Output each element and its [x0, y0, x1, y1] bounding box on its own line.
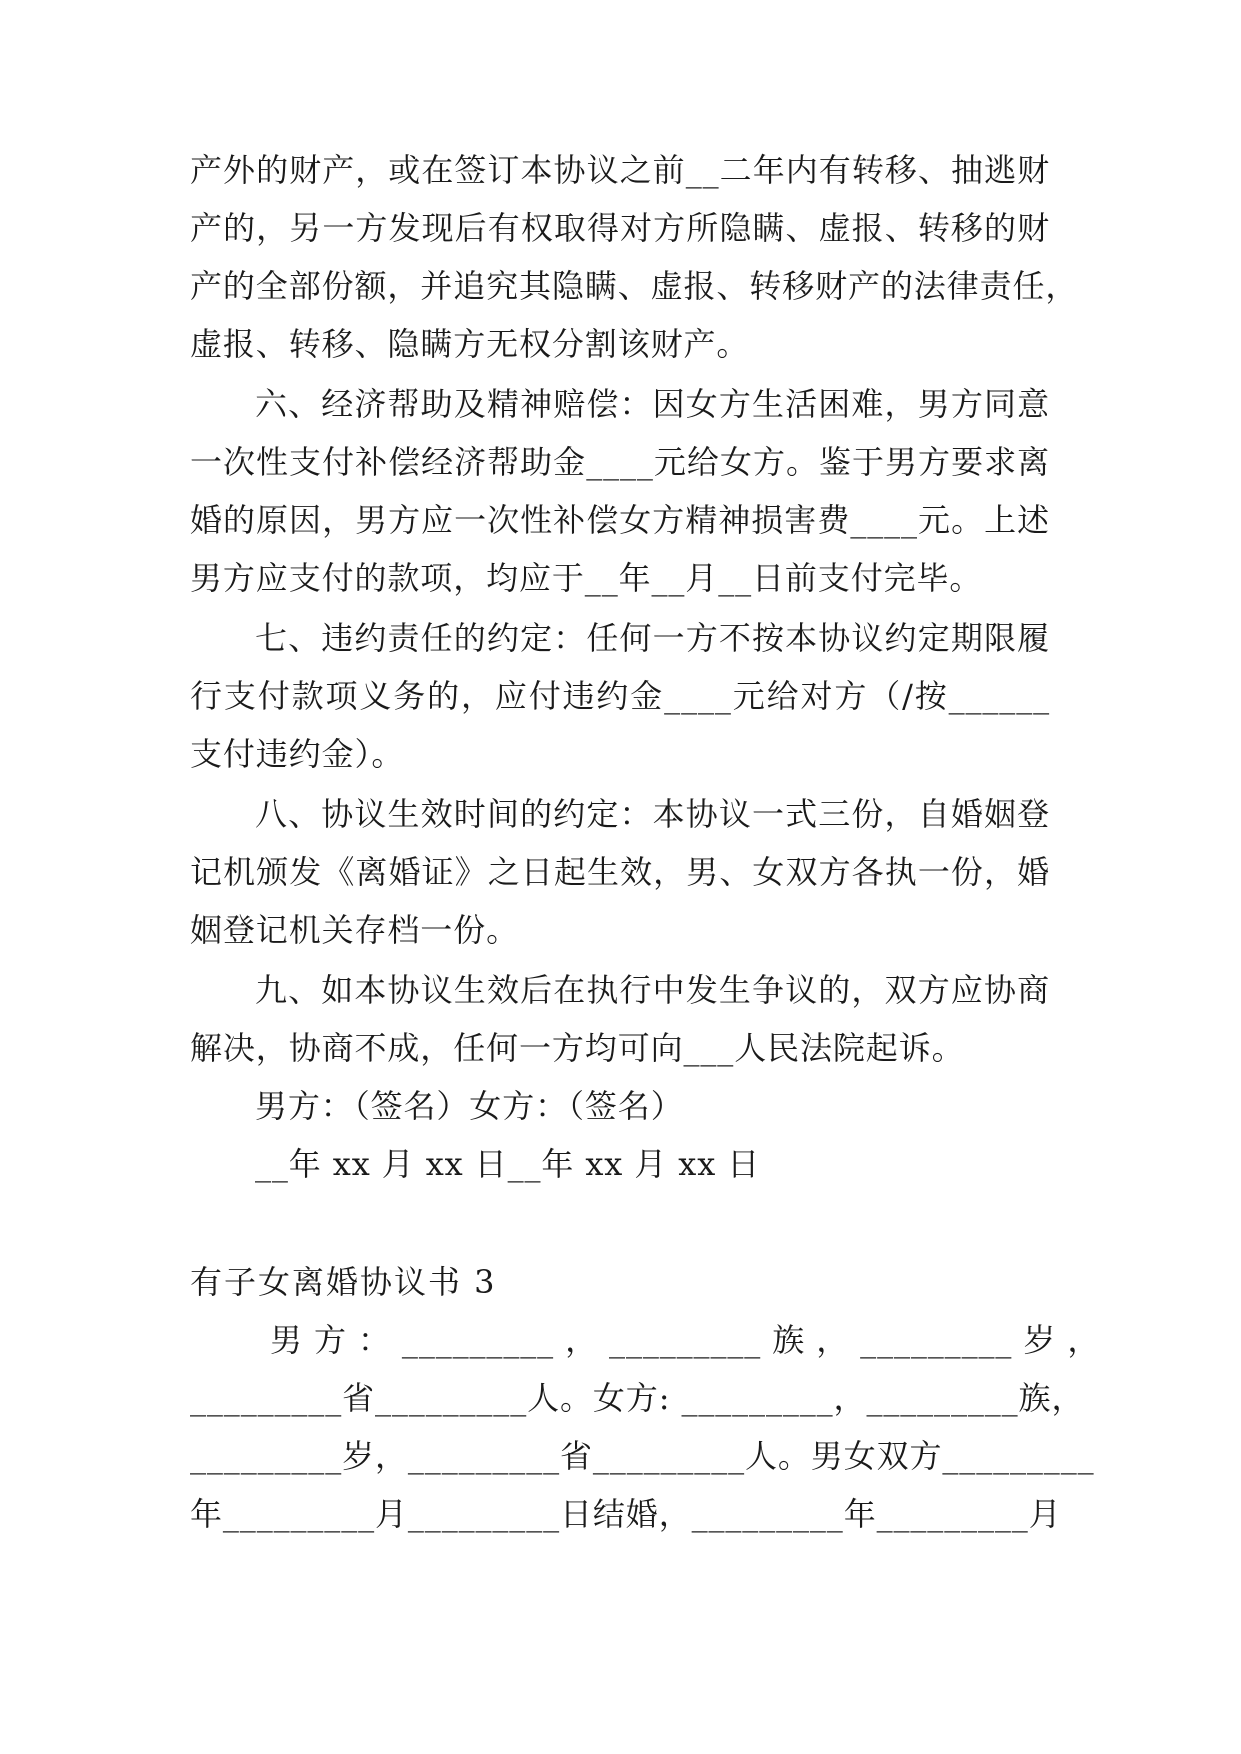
body-line: 行支付款项义务的，应付违约金____元给对方（/按______ [190, 677, 1050, 715]
clause-seven-line: 七、违约责任的约定：任何一方不按本协议约定期限履 [255, 619, 1050, 657]
body-line: 产的全部份额，并追究其隐瞒、虚报、转移财产的法律责任， [190, 267, 1079, 305]
signature-line: 男方：（签名）女方：（签名） [255, 1087, 684, 1125]
body-line: 一次性支付补偿经济帮助金____元给女方。鉴于男方要求离 [190, 443, 1050, 481]
body-line: 产的，另一方发现后有权取得对方所隐瞒、虚报、转移的财 [190, 209, 1050, 247]
body-line: 解决，协商不成，任何一方均可向___人民法院起诉。 [190, 1029, 965, 1067]
form-line-male: 男 方 ： _________ ， _________ 族 ， _________ 岁 ， [270, 1321, 1101, 1359]
body-line: 记机颁发《离婚证》之日起生效，男、女双方各执一份，婚 [190, 853, 1050, 891]
form-line: _________省_________人。女方: _________，_________族， [190, 1379, 1085, 1417]
body-line: 婚的原因，男方应一次性补偿女方精神损害费____元。上述 [190, 501, 1050, 539]
body-line: 姻登记机关存档一份。 [190, 911, 520, 949]
body-line: 产外的财产，或在签订本协议之前__二年内有转移、抽逃财 [190, 151, 1050, 189]
form-line: 年_________月_________日结婚，_________年_________月 [190, 1495, 1062, 1533]
body-line: 支付违约金）。 [190, 735, 405, 773]
clause-six-line: 六、经济帮助及精神赔偿：因女方生活困难，男方同意 [255, 385, 1050, 423]
body-line: 虚报、转移、隐瞒方无权分割该财产。 [190, 325, 750, 363]
clause-eight-line: 八、协议生效时间的约定：本协议一式三份，自婚姻登 [255, 795, 1050, 833]
clause-nine-line: 九、如本协议生效后在执行中发生争议的，双方应协商 [255, 971, 1050, 1009]
date-line: __年 xx 月 xx 日__年 xx 月 xx 日 [255, 1145, 761, 1183]
form-line: _________岁，_________省_________人。男女双方_________ [190, 1437, 1095, 1475]
section-heading: 有子女离婚协议书 3 [190, 1263, 497, 1301]
body-line: 男方应支付的款项，均应于__年__月__日前支付完毕。 [190, 559, 983, 597]
